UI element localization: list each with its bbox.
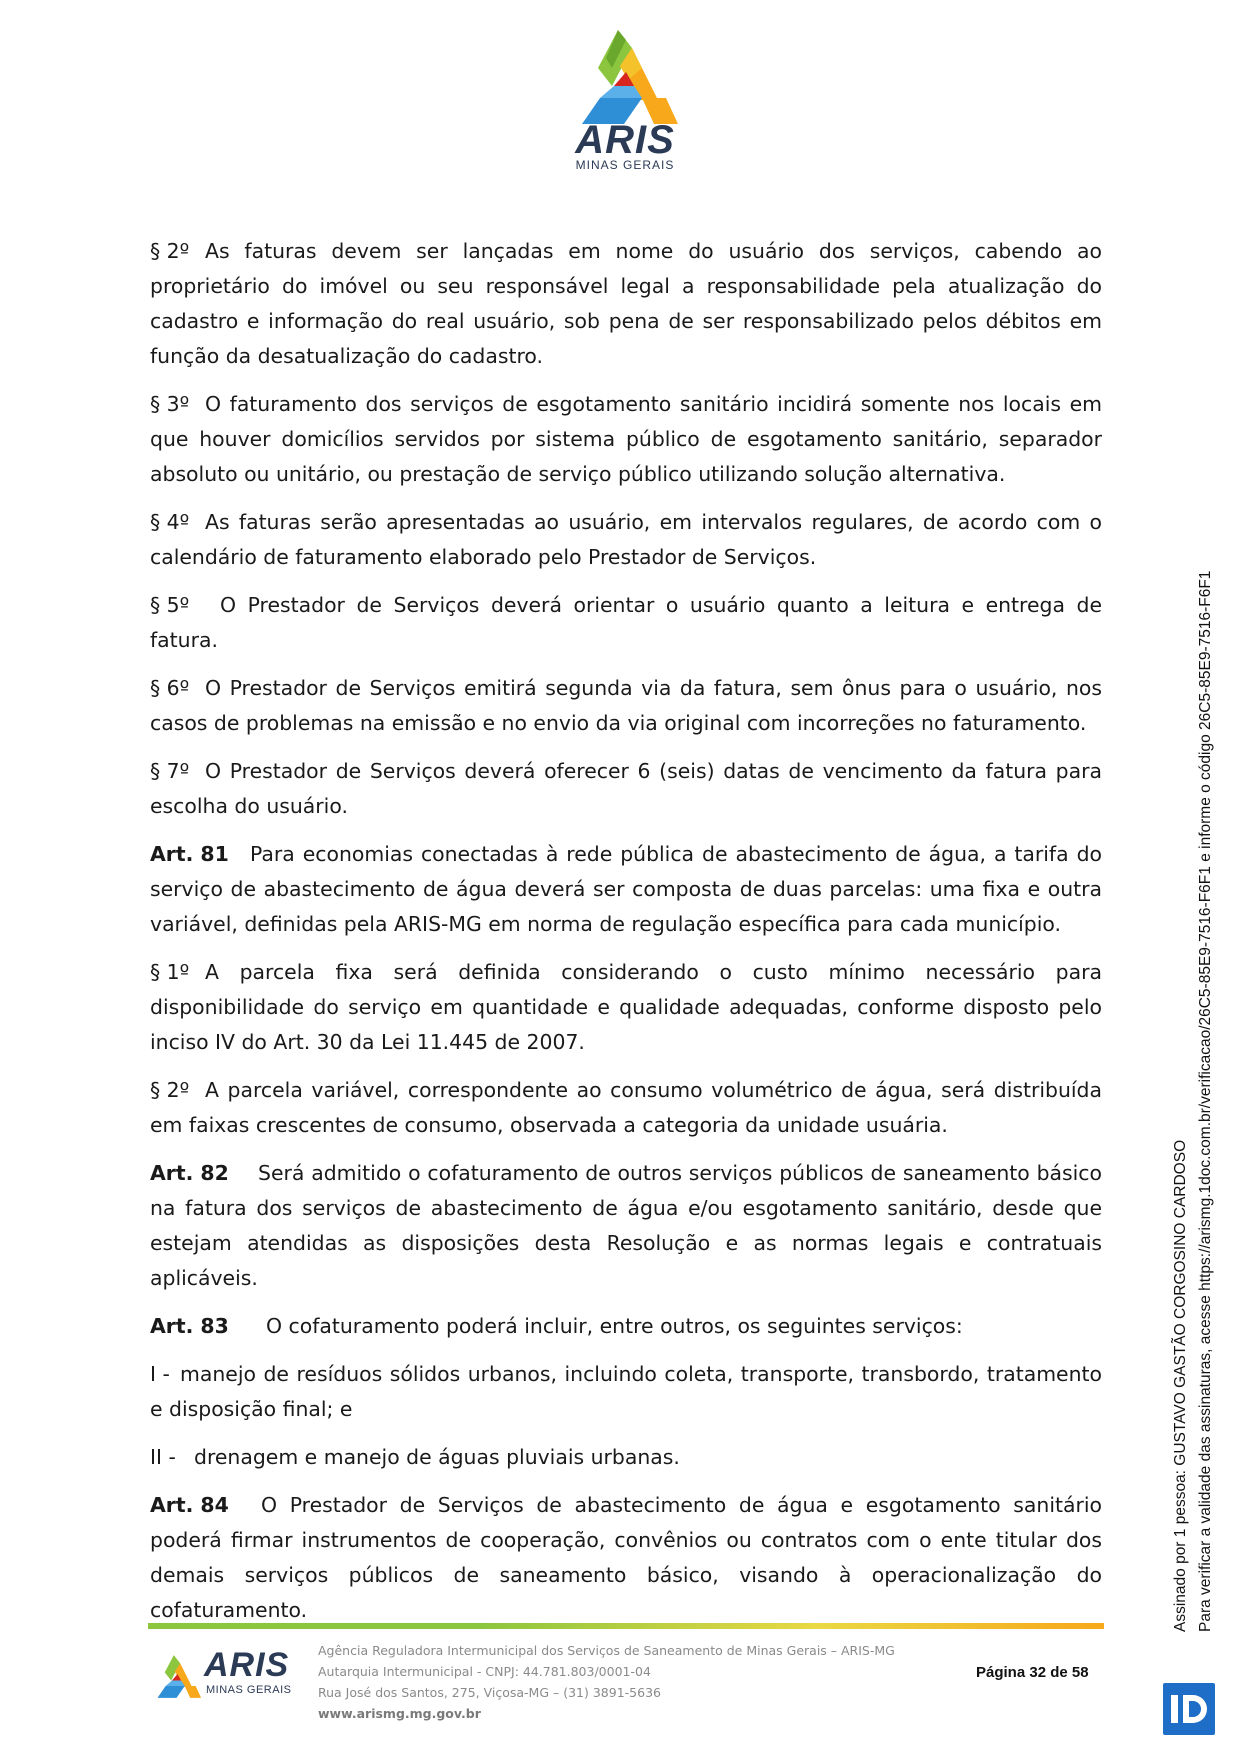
page-number: Página 32 de 58 — [976, 1664, 1089, 1681]
paragraph-text: As faturas serão apresentadas ao usuário, em intervalos regulares, de acordo com o calendário de faturamento elaborado pelo Prestador de Serviços. — [150, 510, 1102, 569]
item-text: manejo de resíduos sólidos urbanos, incluindo coleta, transporte, transbordo, tratamento e disposição final; e — [150, 1362, 1102, 1421]
paragraph-label: § 6º — [150, 676, 190, 700]
paragraph-p7 — [150, 754, 1102, 824]
item-label: I - — [150, 1362, 170, 1386]
paragraph-label: § 4º — [150, 510, 190, 534]
paragraph-label: § 3º — [150, 392, 190, 416]
header-logo — [565, 28, 685, 178]
paragraph-label: § 7º — [150, 759, 190, 783]
item-i — [150, 1357, 1102, 1427]
item-label: II - — [150, 1445, 176, 1469]
agency-cnpj: Autarquia Intermunicipal - CNPJ: 44.781.803/0001-04 — [318, 1664, 651, 1679]
paragraph-p3 — [150, 387, 1102, 492]
footer-logo — [152, 1648, 302, 1708]
article-label: Art. 84 — [150, 1493, 229, 1517]
footer-divider — [148, 1623, 1104, 1629]
article-text: Para economias conectadas à rede pública de abastecimento de água, a tarifa do serviço de abastecimento de água deverá ser composta de duas parcelas: uma fixa e outra variável, definidas pela ARIS-MG em norma de regulação específica para cada município. — [150, 842, 1102, 936]
1doc-badge-icon — [1163, 1683, 1215, 1735]
paragraph-text: O Prestador de Serviços deverá oferecer 6 (seis) datas de vencimento da fatura para escolha do usuário. — [150, 759, 1102, 818]
item-text: drenagem e manejo de águas pluviais urbanas. — [194, 1445, 680, 1469]
paragraph-81-p2 — [150, 1073, 1102, 1143]
article-82 — [150, 1156, 1102, 1296]
article-label: Art. 81 — [150, 842, 229, 866]
article-84 — [150, 1488, 1102, 1628]
paragraph-label: § 1º — [150, 960, 190, 984]
footer-info — [318, 1640, 895, 1724]
article-81 — [150, 837, 1102, 942]
document-body — [150, 234, 1102, 1641]
paragraph-text: As faturas devem ser lançadas em nome do usuário dos serviços, cabendo ao proprietário do imóvel ou seu responsável legal a responsabilidade pela atualização do cadastro e informação do real usuário, sob pena de ser responsabilizado pelos débitos em função da desatualização do cadastro. — [150, 239, 1102, 368]
agency-name: Agência Reguladora Intermunicipal dos Serviços de Saneamento de Minas Gerais – ARIS-MG — [318, 1643, 895, 1658]
paragraph-p2 — [150, 234, 1102, 374]
paragraph-text: O Prestador de Serviços emitirá segunda via da fatura, sem ônus para o usuário, nos casos de problemas na emissão e no envio da via original com incorreções no faturamento. — [150, 676, 1102, 735]
footer-logo-subtitle: MINAS GERAIS — [206, 1684, 292, 1696]
signature-notice — [1168, 571, 1218, 1632]
paragraph-81-p1 — [150, 955, 1102, 1060]
footer-logo-wordmark: ARIS — [204, 1646, 290, 1684]
paragraph-text: O Prestador de Serviços deverá orientar o usuário quanto a leitura e entrega de fatura. — [150, 593, 1102, 652]
paragraph-label: § 2º — [150, 239, 190, 263]
logo-wordmark: ARIS — [575, 118, 675, 162]
paragraph-p4 — [150, 505, 1102, 575]
article-text: Será admitido o cofaturamento de outros serviços públicos de saneamento básico na fatura dos serviços de abastecimento de água e/ou esgotamento sanitário, desde que estejam atendidas as disposições desta Resolução e as normas legais e contratuais aplicáveis. — [150, 1161, 1102, 1290]
verification-line[interactable]: Para verificar a validade das assinaturas, acesse https://arismg.1doc.com.br/verificacao/26C5-85E9-7516-F6F1 e informe o código 26C5-85E9-7516-F6F1 — [1197, 570, 1214, 1632]
logo-subtitle: MINAS GERAIS — [575, 158, 675, 172]
1doc-badge — [1163, 1683, 1215, 1735]
agency-website-link[interactable]: www.arismg.mg.gov.br — [318, 1706, 481, 1721]
paragraph-text: A parcela variável, correspondente ao consumo volumétrico de água, será distribuída em faixas crescentes de consumo, observada a categoria da unidade usuária. — [150, 1078, 1102, 1137]
article-text: O Prestador de Serviços de abastecimento de água e esgotamento sanitário poderá firmar instrumentos de cooperação, convênios ou contratos com o ente titular dos demais serviços públicos de saneamento básico, visando à operacionalização do cofaturamento. — [150, 1493, 1102, 1622]
paragraph-p5 — [150, 588, 1102, 658]
paragraph-p6 — [150, 671, 1102, 741]
article-text: O cofaturamento poderá incluir, entre outros, os seguintes serviços: — [266, 1314, 963, 1338]
signature-line: Assinado por 1 pessoa: GUSTAVO GASTÃO CORGOSINO CARDOSO — [1172, 1139, 1189, 1632]
paragraph-text: A parcela fixa será definida considerando o custo mínimo necessário para disponibilidade do serviço em quantidade e qualidade adequadas, conforme disposto pelo inciso IV do Art. 30 da Lei 11.445 de 2007. — [150, 960, 1102, 1054]
paragraph-label: § 5º — [150, 593, 190, 617]
article-label: Art. 83 — [150, 1314, 229, 1338]
paragraph-text: O faturamento dos serviços de esgotamento sanitário incidirá somente nos locais em que houver domicílios servidos por sistema público de esgotamento sanitário, separador absoluto ou unitário, ou prestação de serviço público utilizando solução alternativa. — [150, 392, 1102, 486]
aris-logo-icon — [570, 28, 680, 124]
aris-logo-icon — [152, 1652, 202, 1700]
agency-address: Rua José dos Santos, 275, Viçosa-MG – (31) 3891-5636 — [318, 1685, 661, 1700]
paragraph-label: § 2º — [150, 1078, 190, 1102]
item-ii — [150, 1440, 1102, 1475]
article-label: Art. 82 — [150, 1161, 229, 1185]
article-83 — [150, 1309, 1102, 1344]
